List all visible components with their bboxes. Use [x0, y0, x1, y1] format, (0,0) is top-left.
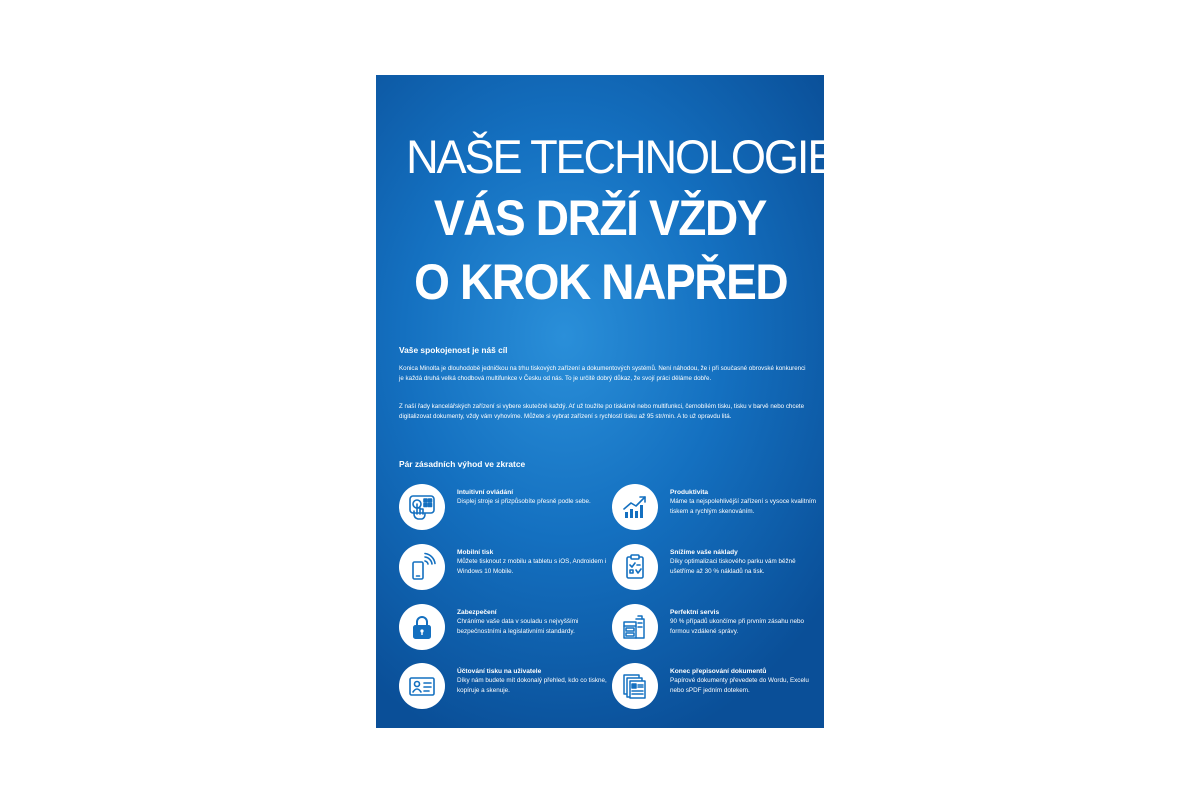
- benefit-item: [612, 484, 816, 534]
- benefit-desc: Můžete tisknout z mobilu a tabletu s iOS, Androidem i Windows 10 Mobile.: [457, 558, 607, 575]
- benefit-desc: Displej stroje si přizpůsobíte přesně podle sebe.: [457, 498, 591, 505]
- benefit-desc: Chráníme vaše data v souladu s nejvyššími bezpečnostními a legislativními standardy.: [457, 618, 579, 635]
- benefit-item: [399, 484, 599, 534]
- benefit-desc: Papírové dokumenty převedete do Wordu, Excelu nebo sPDF jedním dotekem.: [670, 677, 809, 694]
- benefit-title: Účtování tisku na uživatele: [457, 668, 542, 675]
- benefit-title: Produktivita: [670, 489, 709, 496]
- documents-icon: [612, 663, 658, 709]
- benefit-item: [612, 544, 812, 594]
- benefit-item: [612, 604, 812, 654]
- benefit-item: [399, 663, 607, 713]
- benefit-title: Konec přepisování dokumentů: [670, 668, 767, 675]
- benefit-item: [399, 544, 607, 594]
- benefit-item: [612, 663, 812, 713]
- id-card-icon: [399, 663, 445, 709]
- benefit-desc: Máme ta nejspolehlivější zařízení s vysoce kvalitním tiskem a rychlým skenováním.: [670, 498, 816, 515]
- touch-panel-icon: [399, 484, 445, 530]
- benefits-heading: Pár zásadních výhod ve zkratce: [399, 459, 526, 469]
- headline-line-2: VÁS DRŽÍ VŽDY: [433, 190, 767, 246]
- benefit-title: Mobilní tisk: [457, 549, 494, 556]
- benefit-desc: 90 % případů ukončíme při prvním zásahu nebo formou vzdálené správy.: [670, 618, 805, 635]
- intro-heading: Vaše spokojenost je náš cíl: [399, 345, 508, 355]
- mobile-wireless-icon: [399, 544, 445, 590]
- benefit-title: Perfektní servis: [670, 609, 720, 616]
- padlock-icon: [399, 604, 445, 650]
- intro-paragraph-2: Z naší řady kancelářských zařízení si vybere skutečně každý. Ať už toužíte po tiskárně nebo multifunkci, černobílém tisku, tisku v barvě nebo chcete digitalizovat dokumenty, vždy vám vyhovíme. Můžete si vybrat zařízení s rychlostí tisku až 95 str/min. A to už opravdu litá.: [399, 403, 805, 421]
- headline-line-1: NAŠE TECHNOLOGIE: [406, 130, 836, 183]
- checklist-icon: [612, 544, 658, 590]
- growth-chart-icon: [612, 484, 658, 530]
- intro-paragraph-1: Konica Minolta je dlouhodobě jedničkou na trhu tiskových zařízení a dokumentových systémů. Není náhodou, že i při současné obrovské konkurenci je každá druhá velká chodbová multifunkce v Česku od nás. To je určitě dobrý důkaz, že svojí práci děláme dobře.: [399, 365, 806, 383]
- benefit-title: Zabezpečení: [457, 609, 497, 616]
- headline-line-3: O KROK NAPŘED: [414, 254, 788, 310]
- printer-service-icon: [612, 604, 658, 650]
- benefit-title: Snížíme vaše náklady: [670, 549, 738, 556]
- benefit-title: Intuitivní ovládání: [457, 489, 514, 496]
- poster: [376, 75, 836, 728]
- benefit-item: [399, 604, 599, 654]
- benefit-desc: Díky optimalizaci tiskového parku vám běžně ušetříme až 30 % nákladů na tisk.: [670, 558, 796, 575]
- benefit-desc: Díky nám budete mít dokonalý přehled, kdo co tiskne, kopíruje a skenuje.: [457, 677, 607, 694]
